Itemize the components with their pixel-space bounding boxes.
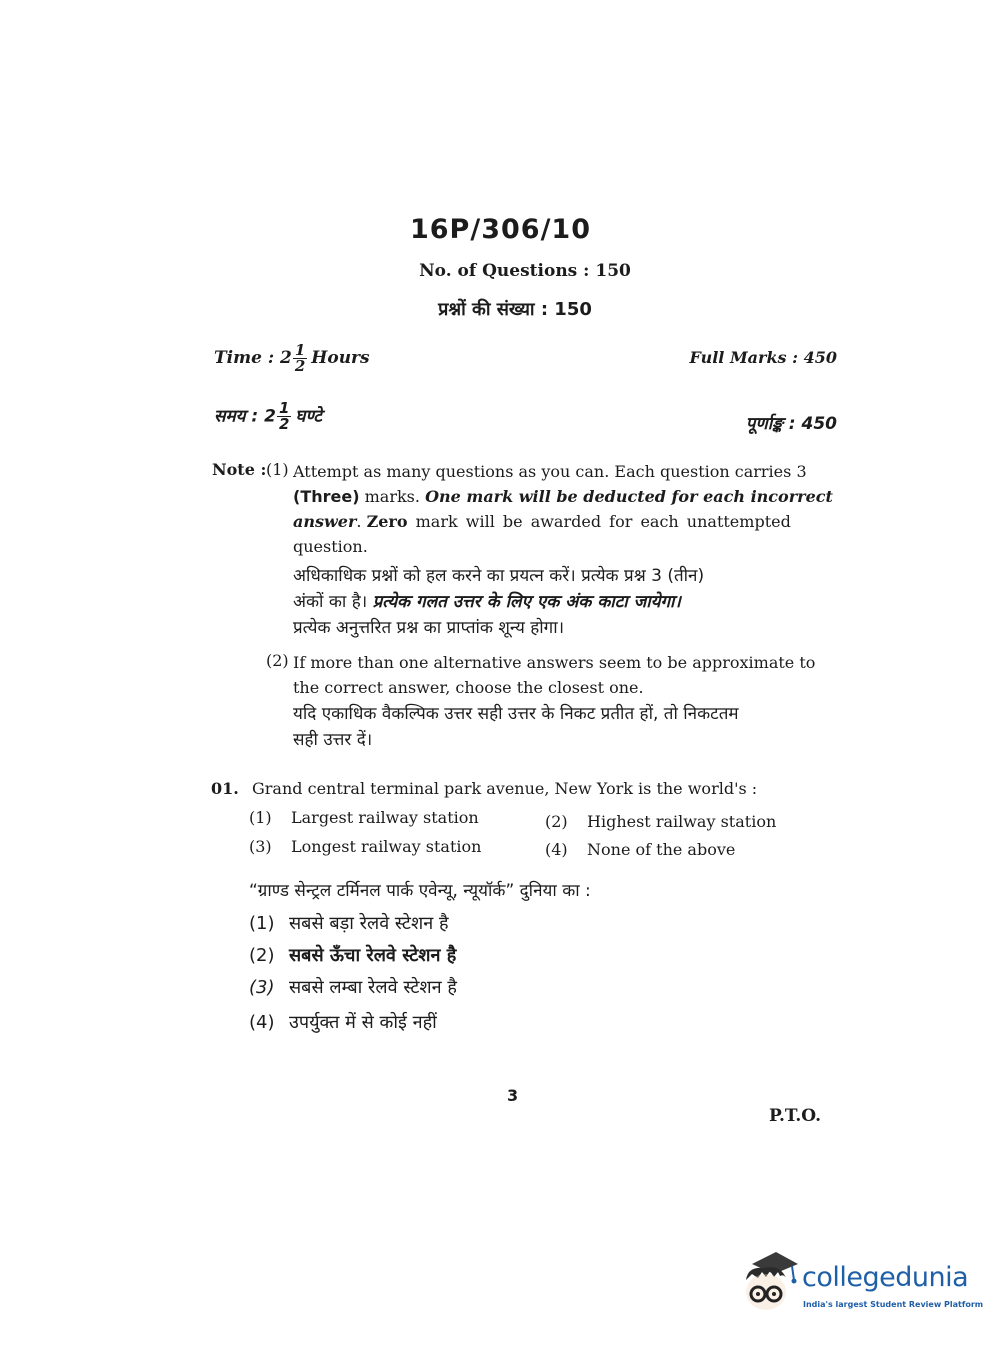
question-number: 01.	[211, 779, 239, 798]
note-item1-line3	[293, 509, 838, 534]
option-en-1	[249, 808, 479, 827]
option-number: (2)	[249, 945, 275, 966]
note-item2-hi-line2: सही उत्तर दें।	[293, 730, 373, 750]
note-item1-line4: question.	[293, 537, 368, 556]
frac-denominator: 2	[294, 357, 306, 375]
option-text: Highest railway station	[587, 812, 777, 831]
note-item2-line2: the correct answer, choose the closest one.	[293, 678, 644, 697]
hi-plain: अंकों का है।	[293, 592, 373, 612]
time-hi-suffix: घण्टे	[295, 406, 322, 427]
note-item1-line2	[293, 484, 838, 509]
note-item1-hindi	[293, 563, 838, 641]
brand-name: collegedunia	[802, 1262, 969, 1293]
note-item1-english	[293, 459, 838, 559]
option-en-4	[545, 840, 735, 859]
period-text: .	[356, 512, 367, 531]
frac-numerator: 1	[294, 341, 306, 359]
frac-denominator: 2	[278, 415, 290, 433]
note-item1-hi-line3: प्रत्येक अनुत्तरित प्रश्न का प्राप्तांक शून्य होगा।	[293, 618, 565, 638]
paper-code: 16P/306/10	[409, 214, 592, 245]
option-text: Largest railway station	[291, 808, 479, 827]
option-number: (1)	[249, 913, 275, 934]
option-text: None of the above	[587, 840, 736, 859]
note-item2-hi-line1: यदि एकाधिक वैकल्पिक उत्तर सही उत्तर के निकट प्रतीत हों, तो निकटतम	[293, 704, 739, 724]
three-marks: (Three)	[293, 487, 360, 506]
option-text: सबसे लम्बा रेलवे स्टेशन है	[289, 977, 457, 998]
note-item2-hindi	[293, 701, 838, 753]
option-en-2	[545, 812, 776, 831]
page-number: 3	[507, 1086, 519, 1105]
note-item2-english	[293, 650, 838, 700]
option-hi-4	[249, 1010, 437, 1036]
option-text: Longest railway station	[291, 837, 482, 856]
hi-deduction: प्रत्येक गलत उत्तर के लिए एक अंक काटा जायेगा।	[372, 592, 681, 612]
mascot-icon	[740, 1250, 800, 1314]
option-number: (4)	[545, 840, 568, 859]
unattempted-text: mark will be awarded for each unattempted	[407, 512, 791, 531]
time-hi-fraction	[277, 401, 291, 432]
option-number: (4)	[249, 1012, 275, 1033]
zero-text: Zero	[366, 512, 408, 531]
note-item2-number: (2)	[266, 651, 289, 670]
question-text-hi: “ग्राण्ड सेन्ट्रल टर्मिनल पार्क एवेन्यू, न्यूयॉर्क” दुनिया का :	[249, 881, 591, 901]
option-number: (3)	[249, 837, 272, 856]
option-number: (3)	[249, 977, 275, 998]
note-item1-line1: Attempt as many questions as you can. Each question carries 3	[293, 462, 807, 481]
note-item2-line1: If more than one alternative answers seem to be approximate to	[293, 653, 816, 672]
option-hi-2	[249, 943, 456, 969]
time-hi	[214, 401, 322, 432]
num-questions-en: No. of Questions : 150	[419, 261, 631, 281]
question-text-en: Grand central terminal park avenue, New York is the world's :	[252, 779, 758, 798]
note-item1-hi-line2	[293, 589, 838, 615]
time-fraction	[293, 343, 307, 374]
option-text: सबसे ऊँचा रेलवे स्टेशन है	[289, 945, 457, 966]
frac-numerator: 1	[278, 399, 290, 417]
option-en-3	[249, 837, 481, 856]
note-label: Note :	[212, 460, 267, 479]
answer-text: answer	[293, 512, 357, 531]
option-number: (1)	[249, 808, 272, 827]
pto-text: P.T.O.	[769, 1106, 821, 1126]
deduction-text: One mark will be deducted for each incorrect	[425, 487, 833, 506]
marks-text: marks.	[359, 487, 426, 506]
num-questions-hi: प्रश्नों की संख्या : 150	[438, 299, 592, 320]
full-marks-en: Full Marks : 450	[689, 348, 837, 367]
note-item1-hi-line1: अधिकाधिक प्रश्नों को हल करने का प्रयत्न करें। प्रत्येक प्रश्न 3 (तीन)	[293, 566, 705, 586]
option-number: (2)	[545, 812, 568, 831]
option-text: सबसे बड़ा रेलवे स्टेशन है	[289, 913, 449, 934]
collegedunia-watermark	[740, 1250, 984, 1320]
brand-tagline: India's largest Student Review Platform	[803, 1300, 984, 1309]
note-item1-number: (1)	[266, 460, 289, 479]
time-hi-prefix: समय : 2	[214, 406, 276, 427]
option-hi-3	[249, 975, 457, 1001]
option-hi-1	[249, 911, 449, 937]
full-marks-hi: पूर्णाङ्क : 450	[745, 414, 837, 434]
option-text: उपर्युक्त में से कोई नहीं	[289, 1012, 437, 1033]
time-en-suffix: Hours	[311, 348, 370, 368]
time-en	[214, 343, 370, 374]
time-en-prefix: Time : 2	[214, 348, 292, 368]
